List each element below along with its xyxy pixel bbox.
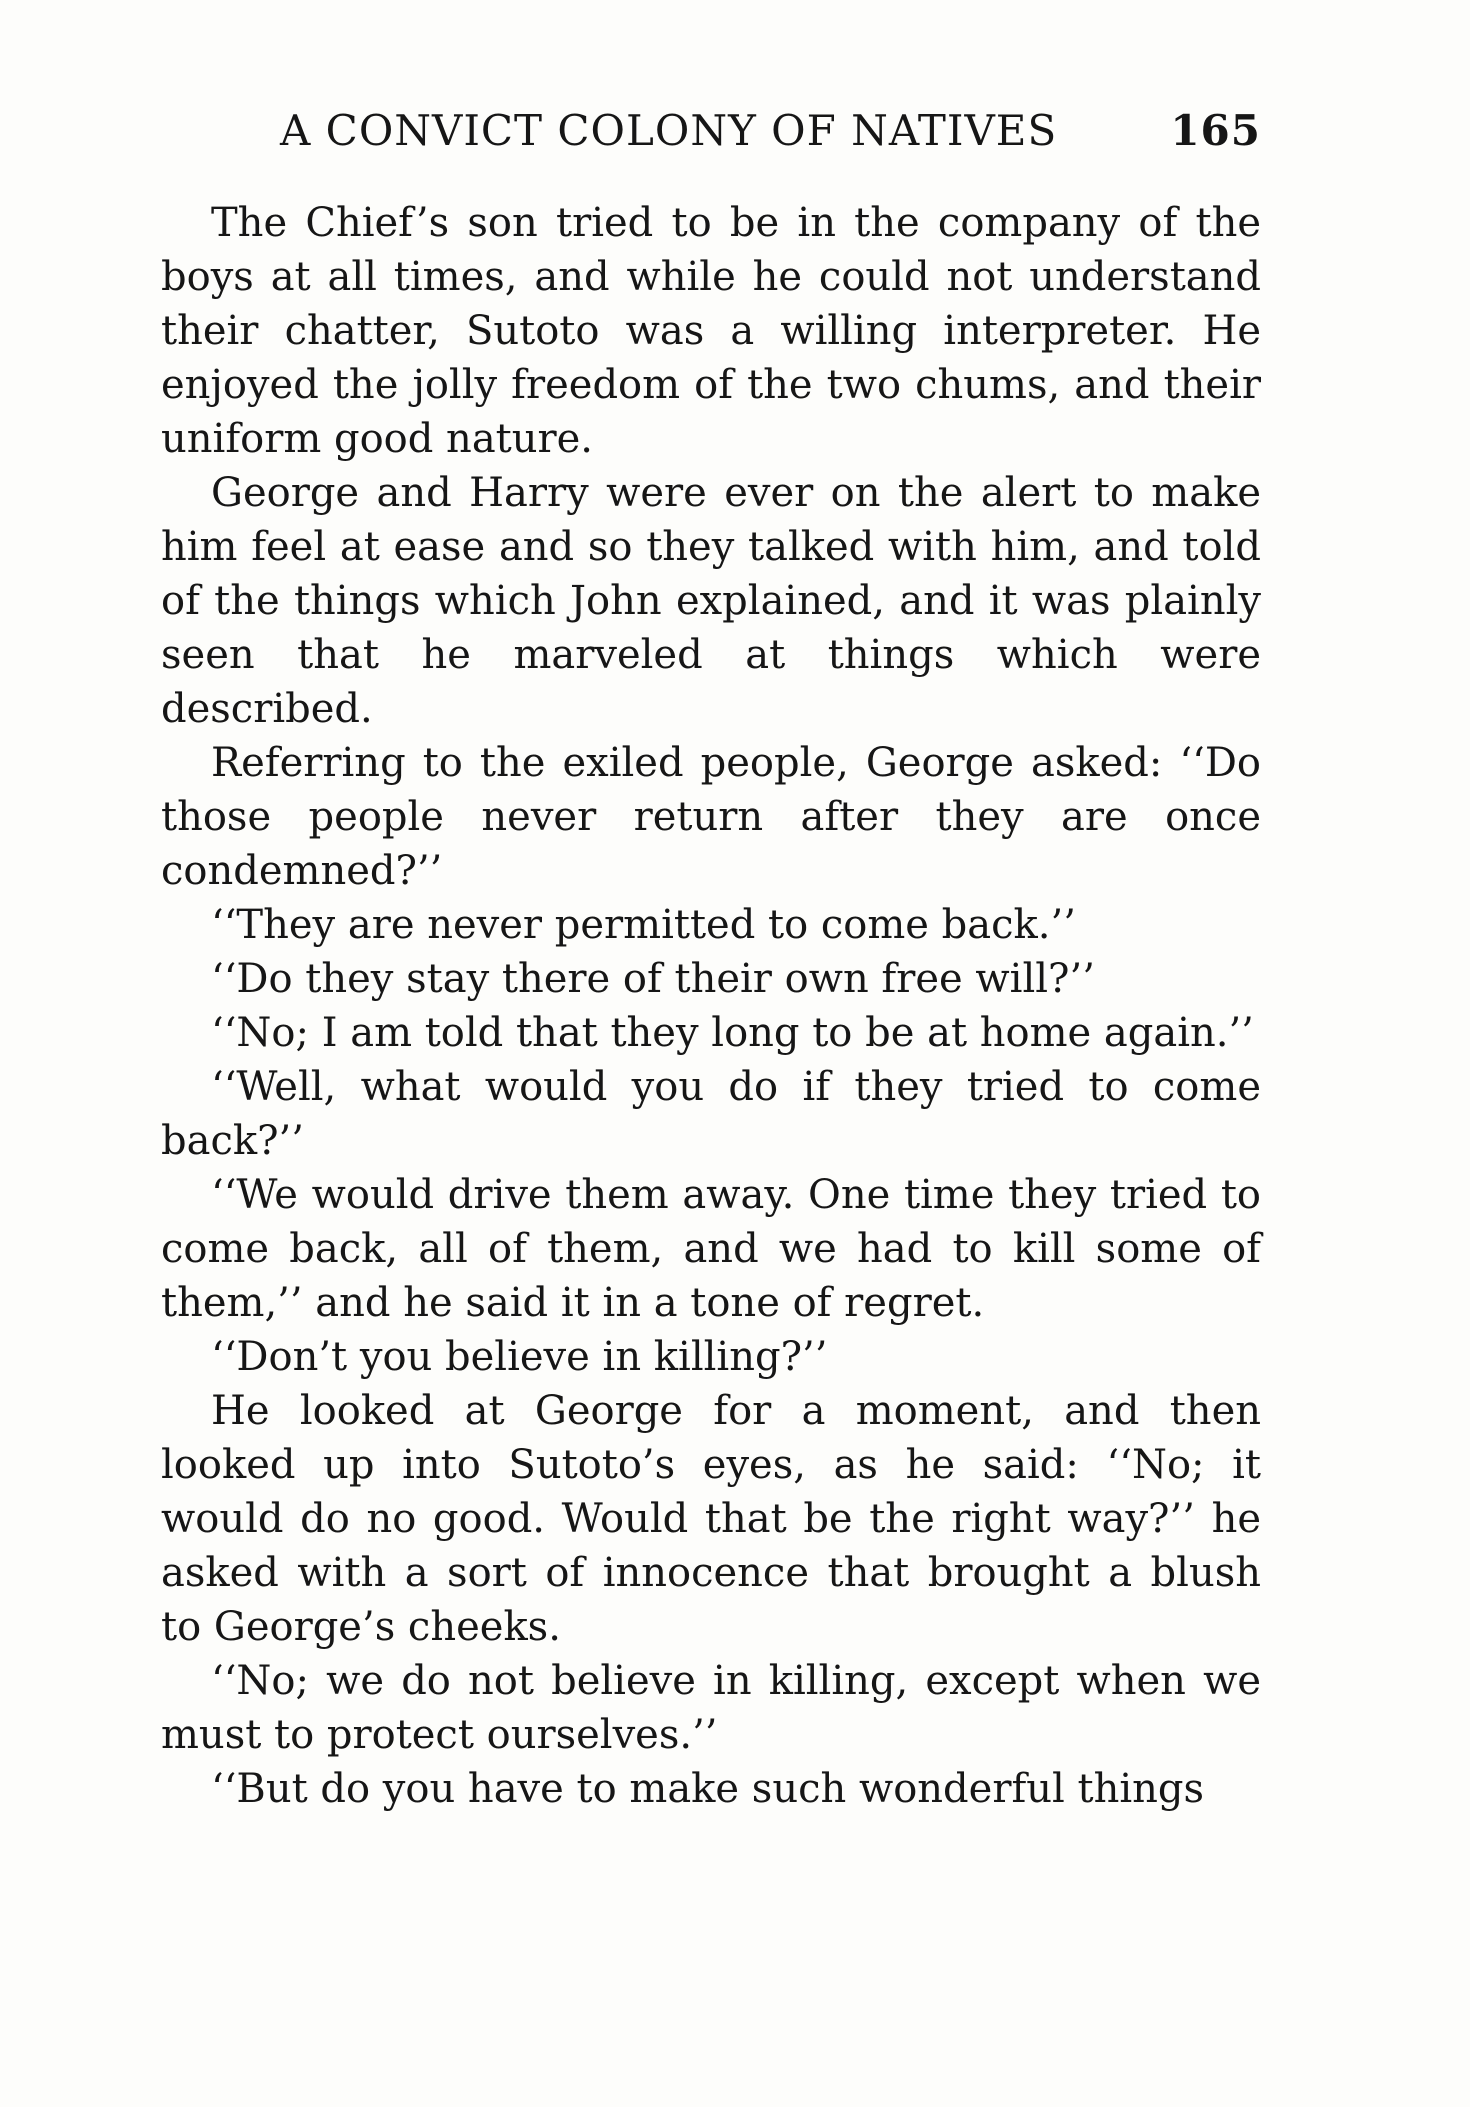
- paragraph: ‘‘They are never permitted to come back.’’: [211, 902, 1076, 948]
- paragraph: ‘‘Do they stay there of their own free will?’’: [211, 956, 1095, 1002]
- page-number: 165: [1170, 106, 1261, 155]
- paragraph: ‘‘Don’t you believe in killing?’’: [211, 1334, 828, 1380]
- paragraph: ‘‘No; we do not believe in killing, except when we must to protect ourselves.’’: [161, 1658, 1261, 1758]
- body-text: [161, 196, 1261, 1816]
- paragraph: Referring to the exiled people, George asked: ‘‘Do those people never return after they are once condemned?’’: [161, 740, 1261, 894]
- paragraph: He looked at George for a moment, and then looked up into Sutoto’s eyes, as he said: ‘‘No; it would do no good. Would that be the right way?’’ he asked with a sort of innocence that brought a blush to George’s cheeks.: [161, 1388, 1261, 1650]
- paragraph: The Chief’s son tried to be in the company of the boys at all times, and while he could not understand their chatter, Sutoto was a willing interpreter. He enjoyed the jolly freedom of the two chums, and their uniform good nature.: [161, 200, 1261, 462]
- running-head: A CONVICT COLONY OF NATIVES: [280, 106, 1058, 155]
- paragraph: ‘‘No; I am told that they long to be at home again.’’: [211, 1010, 1254, 1056]
- paragraph: ‘‘Well, what would you do if they tried to come back?’’: [161, 1064, 1261, 1164]
- paragraph: George and Harry were ever on the alert to make him feel at ease and so they talked with him, and told of the things which John explained, and it was plainly seen that he marveled at things which were described.: [161, 470, 1261, 732]
- page-header: [280, 106, 1261, 166]
- paragraph: ‘‘We would drive them away. One time they tried to come back, all of them, and we had to kill some of them,’’ and he said it in a tone of regret.: [161, 1172, 1261, 1326]
- paragraph: ‘‘But do you have to make such wonderful things: [211, 1766, 1205, 1812]
